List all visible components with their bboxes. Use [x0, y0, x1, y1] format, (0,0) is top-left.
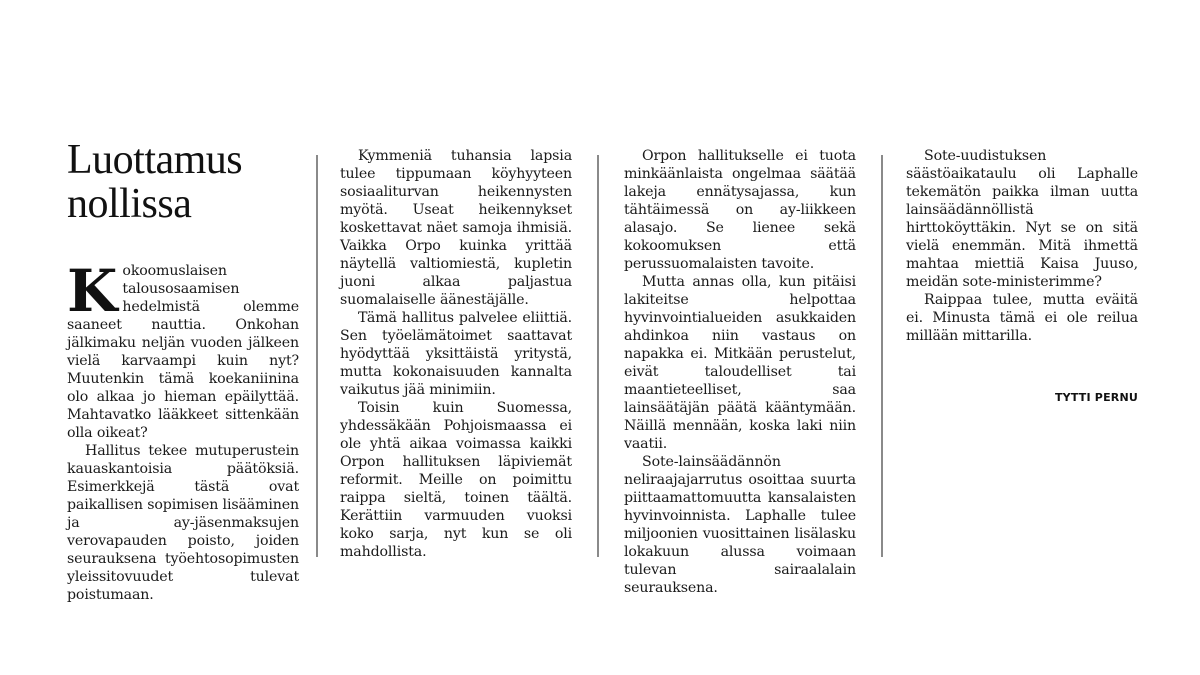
column-divider [881, 155, 883, 557]
paragraph: Sote-lainsäädännön neliraajajarrutus osoittaa suurta piittaamattomuutta kansalaisten hyvinvoinnista. Laphalle tulee miljoonien vuosittainen lisälasku lokakuun alussa voimaan tulevan sairaalalain seurauksena. [624, 454, 856, 596]
drop-cap: K [67, 257, 117, 325]
paragraph: Kokoomuslaisen talousosaamisen hedelmistä olemme saaneet nauttia. Onkohan jälkimaku neljän vuoden jälkeen vielä karvaampi kuin nyt? Muutenkin tämä koekaniinina olo alkaa jo hieman epäilyttää. Mahtavatko lääkkeet sittenkään olla oikeat? [67, 257, 299, 441]
paragraph: Orpon hallitukselle ei tuota minkäänlaista ongelmaa säätää lakeja ennätysajassa, kun tähtäimessä on ay-liikkeen alasajo. Se lienee sekä kokoomuksen että perussuomalaisten tavoite. [624, 148, 856, 272]
title-line-2: nollissa [67, 181, 192, 227]
article-column-2 [340, 147, 572, 561]
paragraph: Sote-uudistuksen säästöaikataulu oli Laphalle tekemätön paikka ilman uutta lainsäädännöllistä hirttoköyttäkin. Nyt se on sitä vielä enemmän. Mitä ihmettä mahtaa miettiä Kaisa Juuso, meidän sote-ministerimme? [906, 148, 1138, 290]
article-column-4 [906, 147, 1138, 345]
title-line-1: Luottamus [67, 137, 243, 183]
article-column-1 [67, 257, 299, 604]
article-title [67, 138, 307, 226]
paragraph: Mutta annas olla, kun pitäisi lakiteitse helpottaa hyvinvointialueiden asukkaiden ahdinkoa niin vastaus on napakka ei. Mitkään perustelut, eivät taloudelliset tai maantieteelliset, saa lainsäätäjän päätä kääntymään. Näillä mennään, koska laki niin vaatii. [624, 274, 856, 452]
paragraph: Raippaa tulee, mutta eväitä ei. Minusta tämä ei ole reilua millään mittarilla. [906, 292, 1138, 344]
author-byline: TYTTI PERNU [1054, 391, 1138, 404]
paragraph: Kymmeniä tuhansia lapsia tulee tippumaan köyhyyteen sosiaaliturvan heikennysten myötä. Useat heikennykset koskettavat näet samoja ihmisiä. Vaikka Orpo kuinka yrittää näytellä valtiomiestä, kupletin juoni alkaa paljastua suomalaiselle äänestäjälle. [340, 148, 572, 308]
paragraph: Tämä hallitus palvelee eliittiä. Sen työelämätoimet saattavat hyödyttää yksittäistä yritystä, mutta kokonaisuuden kannalta vaikutus jää minimiin. [340, 310, 572, 398]
column-divider [597, 155, 599, 557]
article-column-3 [624, 147, 856, 597]
paragraph: Toisin kuin Suomessa, yhdessäkään Pohjoismaassa ei ole yhtä aikaa voimassa kaikki Orpon hallituksen läpiviemät reformit. Meille on poimittu raippa sieltä, toinen täältä. Kerättiin varmuuden vuoksi koko sarja, nyt kun se oli mahdollista. [340, 400, 572, 560]
paragraph: Hallitus tekee mutuperustein kauaskantoisia päätöksiä. Esimerkkejä tästä ovat paikallisen sopimisen lisääminen ja ay-jäsenmaksujen verovapauden poisto, joiden seurauksena työehtosopimusten yleissitovuudet tulevat poistumaan. [67, 443, 299, 603]
column-divider [316, 155, 318, 557]
